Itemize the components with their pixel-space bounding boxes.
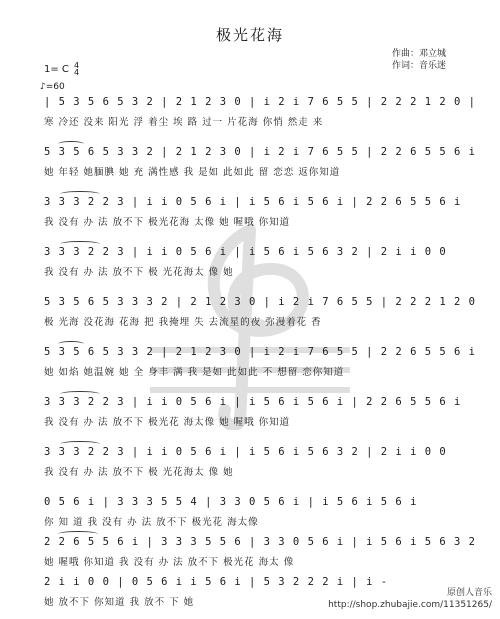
score-system-9: [44, 496, 464, 530]
score-system-2: [44, 146, 476, 180]
notation-line: 5 3 5 6 5 3 3 3 2 | 2 1 2 3 0 | i 2 i 7 6 5 5 | 2 2 2 1 2 0: [44, 296, 476, 308]
notation-line: 3 3 3 2 2 3 | i i 0 5 6 i | i 5 6 i 5 6 3 2 | 2 i i 0 0: [44, 446, 447, 458]
lyrics-line: 我 没有 办 法 放不下 极光花 海太像 她 喔哦 你知道: [44, 417, 291, 428]
notation-line: 2 i i 0 0 | 0 5 6 i i 5 6 i | 5 3 2 2 2 i | i -: [44, 576, 389, 588]
lyricist-credit: 作词：音乐迷: [392, 61, 447, 71]
notation-line: 3 3 3 2 2 3 | i i 0 5 6 i | i 5 6 i 5 6 3 2 | 2 i i 0 0: [44, 246, 447, 258]
notation-line: 5 3 5 6 5 3 3 2 | 2 1 2 3 0 | i 2 i 7 6 5 5 | 2 2 6 5 5 6 i: [44, 146, 476, 158]
footer-brand: 原创人音乐: [446, 588, 492, 598]
score-system-6: [44, 346, 476, 380]
notation-line: 3 3 3 2 2 3 | i i 0 5 6 i | i 5 6 i 5 6 i | 2 2 6 5 5 6 i: [44, 396, 462, 408]
lyrics-line: 她 如焰 她温婉 她 全 身丰 满 我 是如 此如此 不 想留 恋你知道: [44, 367, 345, 378]
lyrics-line: 极 光海 没花海 花海 把 我掩埋 失 去流星的夜 弥漫着花 香: [44, 317, 322, 328]
score-system-3: [44, 196, 464, 230]
lyrics-line: 我 没有 办 法 放不下 极 光花海太 像 她: [44, 467, 234, 478]
score-system-7: [44, 396, 464, 430]
key-signature: 1= C: [44, 64, 69, 75]
notation-line: 5 3 5 6 5 3 3 2 | 2 1 2 3 0 | i 2 i 7 6 5 5 | 2 2 6 5 5 6 i: [44, 346, 476, 358]
notation-line: | 5 3 5 6 5 3 2 | 2 1 2 3 0 | i 2 i 7 6 5 5 | 2 2 2 1 2 0 |: [44, 96, 476, 108]
lyrics-line: 她 喔哦 你知道 我 没有 办 法 放不下 极光花 海太 像: [44, 557, 295, 568]
time-signature-top: 4: [74, 61, 80, 70]
score-system-8: [44, 446, 464, 480]
tempo-marking: ♪=60: [40, 82, 65, 92]
footer-watermark: [328, 587, 492, 611]
composer-credit: 作曲：邓立城: [392, 49, 447, 59]
notation-line: 0 5 6 i | 3 3 3 5 5 4 | 3 3 0 5 6 i | i 5 6 i 5 6 i: [44, 496, 418, 508]
notation-line: 2 2 6 5 5 6 i | 3 3 3 5 5 6 | 3 3 0 5 6 i | i 5 6 i 5 6 3 2: [44, 536, 476, 548]
score-system-1: [44, 96, 476, 130]
score-system-10: [44, 536, 476, 570]
notation-line: 3 3 3 2 2 3 | i i 0 5 6 i | i 5 6 i 5 6 i | 2 2 6 5 5 6 i: [44, 196, 462, 208]
time-signature-bottom: 4: [74, 68, 80, 77]
time-signature: [74, 62, 79, 76]
song-title: 极光花海: [215, 26, 284, 44]
credits: [392, 48, 446, 72]
lyrics-line: 寒 冷还 没来 阳光 浮 着尘 埃 路 过一 片花海 你悄 然走 来: [44, 117, 324, 128]
score-system-5: [44, 296, 476, 330]
lyrics-line: 我 没有 办 法 放不下 极 光花海太 像 她: [44, 267, 234, 278]
lyrics-line: 她 放不下 你知道 我 放不 下 她: [44, 597, 195, 608]
lyrics-line: 我 没有 办 法 放不下 极光花海 太像 她 喔哦 你知道: [44, 217, 291, 228]
score-system-4: [44, 246, 464, 280]
lyrics-line: 她 年轻 她腼腆 她 充 满性感 我 是如 此如此 留 恋恋 返你知道: [44, 167, 341, 178]
lyrics-line: 你 知 道 我 没有 办 法 放不下 极光花 海太像: [44, 517, 259, 528]
footer-url: http://shop.zhubajie.com/11351265/: [328, 600, 492, 610]
